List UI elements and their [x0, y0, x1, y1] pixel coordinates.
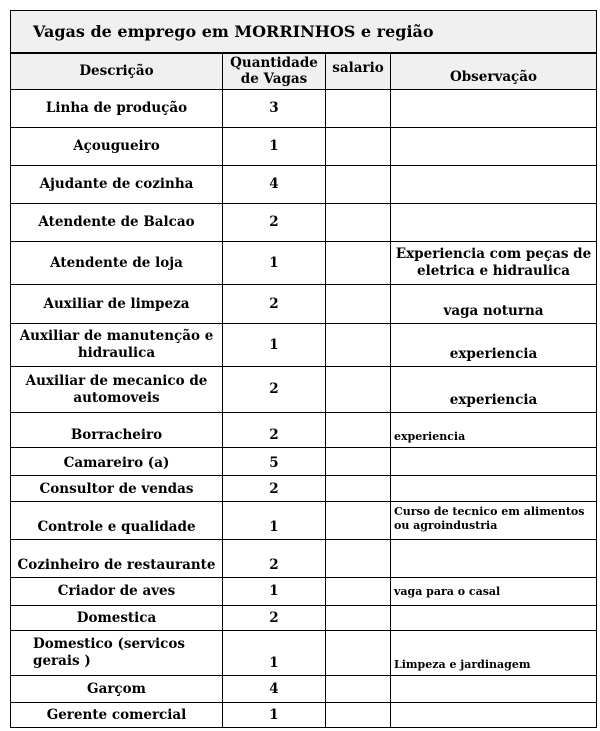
- cell-descricao: Controle e qualidade: [11, 502, 223, 540]
- cell-salario: [326, 631, 391, 676]
- cell-salario: [326, 128, 391, 166]
- table-row: [11, 242, 597, 285]
- table-row: [11, 324, 597, 367]
- cell-salario: [326, 448, 391, 476]
- cell-descricao: Borracheiro: [11, 413, 223, 448]
- table-row: [11, 703, 597, 728]
- cell-descricao: Atendente de Balcao: [11, 204, 223, 242]
- cell-salario: [326, 540, 391, 578]
- cell-quantidade: 5: [223, 448, 326, 476]
- table-row: [11, 502, 597, 540]
- cell-observacao: Curso de tecnico em alimentos ou agroindustria: [391, 502, 597, 540]
- cell-observacao: [391, 476, 597, 502]
- cell-descricao: Consultor de vendas: [11, 476, 223, 502]
- cell-quantidade: 2: [223, 413, 326, 448]
- cell-observacao: [391, 703, 597, 728]
- cell-observacao: [391, 676, 597, 703]
- table-row: [11, 166, 597, 204]
- cell-observacao: experiencia: [391, 367, 597, 413]
- cell-salario: [326, 242, 391, 285]
- cell-salario: [326, 204, 391, 242]
- cell-quantidade: 3: [223, 90, 326, 128]
- cell-descricao: Ajudante de cozinha: [11, 166, 223, 204]
- cell-observacao: [391, 90, 597, 128]
- header-row: [11, 53, 597, 90]
- cell-salario: [326, 703, 391, 728]
- cell-salario: [326, 413, 391, 448]
- cell-salario: [326, 502, 391, 540]
- table-row: [11, 367, 597, 413]
- cell-quantidade: 1: [223, 242, 326, 285]
- cell-quantidade: 1: [223, 128, 326, 166]
- cell-quantidade: 2: [223, 285, 326, 324]
- cell-quantidade: 1: [223, 324, 326, 367]
- job-vacancies-sheet: [10, 10, 596, 728]
- table-row: [11, 413, 597, 448]
- table-row: [11, 476, 597, 502]
- cell-observacao: Experiencia com peças de eletrica e hidraulica: [391, 242, 597, 285]
- cell-quantidade: 4: [223, 676, 326, 703]
- cell-observacao: [391, 128, 597, 166]
- table-row: [11, 676, 597, 703]
- cell-observacao: [391, 448, 597, 476]
- table-row: [11, 90, 597, 128]
- vacancies-table: [10, 10, 597, 728]
- cell-observacao: vaga noturna: [391, 285, 597, 324]
- cell-observacao: [391, 204, 597, 242]
- table-row: [11, 448, 597, 476]
- cell-salario: [326, 606, 391, 631]
- cell-quantidade: 2: [223, 367, 326, 413]
- cell-salario: [326, 166, 391, 204]
- cell-salario: [326, 90, 391, 128]
- cell-descricao: Domestica: [11, 606, 223, 631]
- cell-observacao: [391, 166, 597, 204]
- cell-descricao: Auxiliar de limpeza: [11, 285, 223, 324]
- cell-quantidade: 2: [223, 606, 326, 631]
- cell-descricao: Criador de aves: [11, 578, 223, 606]
- cell-descricao: Cozinheiro de restaurante: [11, 540, 223, 578]
- cell-quantidade: 2: [223, 476, 326, 502]
- cell-descricao: Linha de produção: [11, 90, 223, 128]
- cell-observacao: experiencia: [391, 413, 597, 448]
- table-row: [11, 606, 597, 631]
- cell-descricao: Domestico (servicos gerais ): [11, 631, 223, 676]
- cell-descricao: Garçom: [11, 676, 223, 703]
- cell-observacao: [391, 540, 597, 578]
- cell-observacao: experiencia: [391, 324, 597, 367]
- cell-observacao: vaga para o casal: [391, 578, 597, 606]
- cell-descricao: Gerente comercial: [11, 703, 223, 728]
- cell-quantidade: 2: [223, 204, 326, 242]
- cell-quantidade: 1: [223, 631, 326, 676]
- cell-salario: [326, 324, 391, 367]
- cell-salario: [326, 285, 391, 324]
- header-observacao: Observação: [391, 53, 597, 90]
- title-row: [11, 11, 597, 53]
- cell-descricao: Camareiro (a): [11, 448, 223, 476]
- header-salario: salario: [326, 53, 391, 90]
- cell-quantidade: 2: [223, 540, 326, 578]
- cell-salario: [326, 578, 391, 606]
- cell-descricao: Auxiliar de manutenção e hidraulica: [11, 324, 223, 367]
- page-title: Vagas de emprego em MORRINHOS e região: [11, 11, 597, 53]
- table-row: [11, 128, 597, 166]
- cell-quantidade: 1: [223, 502, 326, 540]
- cell-quantidade: 1: [223, 578, 326, 606]
- cell-salario: [326, 476, 391, 502]
- cell-salario: [326, 367, 391, 413]
- table-row: [11, 631, 597, 676]
- table-row: [11, 578, 597, 606]
- cell-descricao: Atendente de loja: [11, 242, 223, 285]
- header-descricao: Descrição: [11, 53, 223, 90]
- table-row: [11, 540, 597, 578]
- cell-quantidade: 4: [223, 166, 326, 204]
- cell-quantidade: 1: [223, 703, 326, 728]
- cell-salario: [326, 676, 391, 703]
- cell-observacao: [391, 606, 597, 631]
- cell-descricao: Auxiliar de mecanico de automoveis: [11, 367, 223, 413]
- table-row: [11, 285, 597, 324]
- table-row: [11, 204, 597, 242]
- header-quantidade: Quantidade de Vagas: [223, 53, 326, 90]
- cell-descricao: Açougueiro: [11, 128, 223, 166]
- cell-observacao: Limpeza e jardinagem: [391, 631, 597, 676]
